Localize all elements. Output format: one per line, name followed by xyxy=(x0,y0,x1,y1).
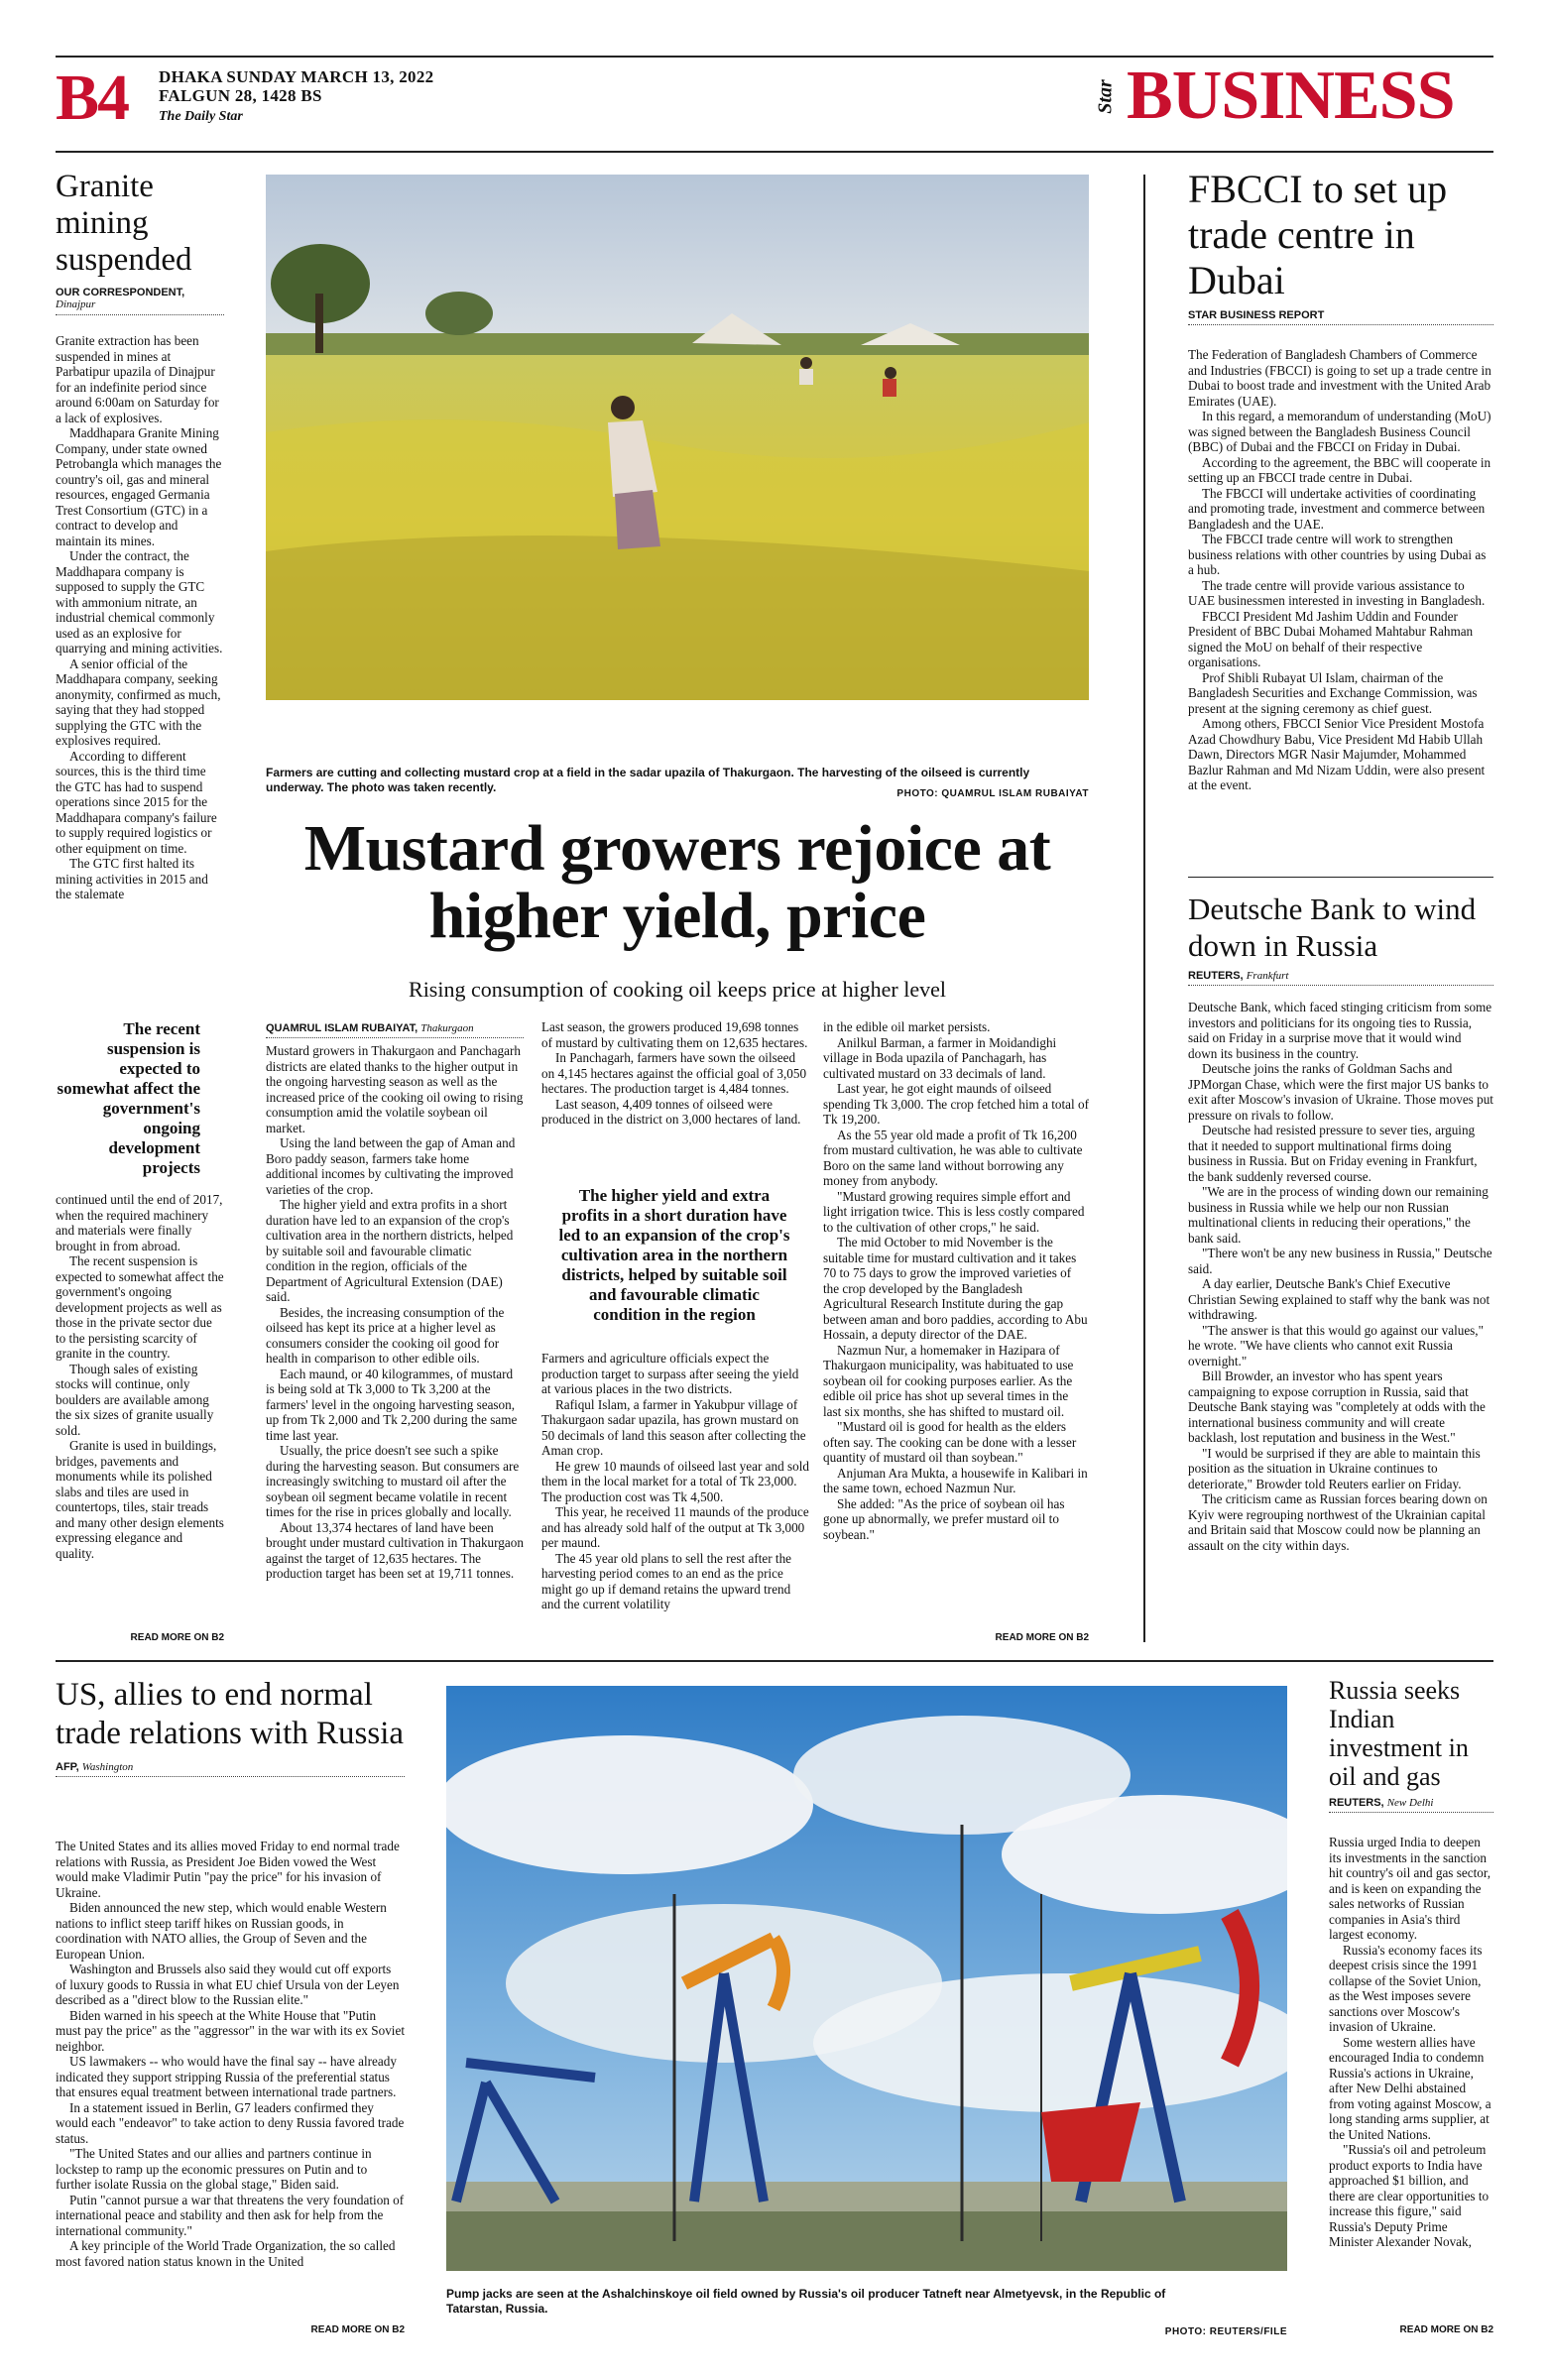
us-byline: AFP, Washington xyxy=(56,1761,134,1773)
paragraph: Though sales of existing stocks will continue, only boulders are available among the six sizes of granite usually sold. xyxy=(56,1361,214,1438)
paragraph: In this regard, a memorandum of understanding (MoU) was signed between the Bangladesh Business Council (BBC) of Dubai and the FBCCI on Friday in Dubai. xyxy=(1188,409,1491,454)
granite-article xyxy=(56,169,224,315)
page-number: B4 xyxy=(56,61,129,134)
paragraph: Anjuman Ara Mukta, a housewife in Kalibari in the same town, echoed Nazmun Nur. xyxy=(823,1465,1088,1495)
mustard-pull-quote: The higher yield and extra profits in a short duration have led to an expansion of the crop's cultivation area in the northern districts, helped by suitable soil and favourable climatic condition in the region xyxy=(558,1186,790,1324)
mustard-col-2a xyxy=(541,1019,809,1176)
paragraph: A day earlier, Deutsche Bank's Chief Executive Christian Sewing explained to staff why the bank was not withdrawing. xyxy=(1188,1276,1490,1322)
paragraph: Each maund, or 40 kilogrammes, of mustard is being sold at Tk 3,000 to Tk 3,200 at the farmers' level in the ongoing harvesting season, up from Tk 2,000 and Tk 2,200 during the same time last year. xyxy=(266,1366,518,1443)
mustard-col-3 xyxy=(823,1019,1089,1632)
section-title: BUSINESS xyxy=(1127,58,1455,134)
paragraph: Deutsche joins the ranks of Goldman Sachs and JPMorgan Chase, which were the first major US banks to exit after Moscow's invasion of Ukraine. Those moves put pressure on rivals to follow. xyxy=(1188,1061,1493,1123)
us-divider xyxy=(56,1776,405,1777)
paragraph: The FBCCI trade centre will work to strengthen business relations with other countries by using Dubai as a hub. xyxy=(1188,532,1487,577)
paragraph: The criticism came as Russian forces bearing down on Kyiv were regrouping northwest of the Ukrainian capital and Britain said that Moscow could now be planning an assault on the city within days. xyxy=(1188,1491,1488,1553)
paper-logo: The Daily Star xyxy=(159,109,243,124)
paragraph: Maddhapara Granite Mining Company, under state owned Petrobangla which manages the country's oil, gas and mineral resources, engaged Germania Trest Consortium (GTC) in a contract to develop and maintain its mines. xyxy=(56,425,222,548)
granite-divider xyxy=(56,314,224,315)
paragraph: According to different sources, this is the third time the GTC has had to suspend operations since 2015 for the Maddhapara company's failure to supply required logistics or other equipment on time. xyxy=(56,748,217,856)
paragraph: Rafiqul Islam, a farmer in Yakubpur village of Thakurgaon sadar upazila, has grown mustard on 50 decimals of land this season after collecting the Aman crop. xyxy=(541,1396,806,1458)
us-body xyxy=(56,1839,405,2320)
fbcci-separator xyxy=(1188,877,1493,878)
granite-body-bottom xyxy=(56,1192,224,1628)
masthead-rule xyxy=(56,151,1493,153)
paragraph: continued until the end of 2017, when the required machinery and materials were finally brought in from abroad. xyxy=(56,1192,223,1253)
mustard-col-2b xyxy=(541,1351,809,1636)
paragraph: Bill Browder, an investor who has spent years campaigning to expose corruption in Russia, said that Deutsche Bank staying was "completely at odds with the international business community and will create backlash, lost reputation and business in the West." xyxy=(1188,1368,1486,1445)
paragraph: Washington and Brussels also said they would cut off exports of luxury goods to Russia in what EU chief Ursula von der Leyen described as a "direct blow to the Russian elite." xyxy=(56,1962,400,2007)
paragraph: Russia's economy faces its deepest crisis since the 1991 collapse of the Soviet Union, as the West imposes severe sanctions over Moscow's invasion of Ukraine. xyxy=(1329,1942,1483,2034)
paragraph: US lawmakers -- who would have the final say -- have already indicated they support stripping Russia of the preferential status that ensures equal treatment between international trade partners. xyxy=(56,2054,397,2099)
paragraph: Using the land between the gap of Aman and Boro paddy season, farmers take home additional incomes by cultivating the improved varieties of the crop. xyxy=(266,1135,516,1197)
paragraph: According to the agreement, the BBC will cooperate in setting up an FBCCI trade centre in Dubai. xyxy=(1188,454,1491,485)
star-mark: Star xyxy=(1094,79,1117,114)
paragraph: Prof Shibli Rubayat Ul Islam, chairman of the Bangladesh Securities and Exchange Commission, was present at the signing ceremony as chief guest. xyxy=(1188,669,1478,716)
paragraph: The higher yield and extra profits in a short duration have led to an expansion of the crop's cultivation area in the northern districts, helped by suitable soil and favourable climatic condition in the region, officials of the Department of Agricultural Extension (DAE) said. xyxy=(266,1197,514,1304)
paragraph: A key principle of the World Trade Organization, the so called most favored nation status known in the United xyxy=(56,2238,396,2269)
us-read-more[interactable]: READ MORE ON B2 xyxy=(310,2324,405,2335)
fbcci-divider xyxy=(1188,324,1493,325)
paragraph: "The answer is that this would go against our values," he wrote. "We have clients who cannot exit Russia overnight." xyxy=(1188,1322,1484,1368)
mustard-headline: Mustard growers rejoice at higher yield, price xyxy=(303,812,1051,952)
paragraph: In Panchagarh, farmers have sown the oilseed on 4,145 hectares against the official goal of 3,050 hectares. The production target is 4,484 tonnes. xyxy=(541,1050,807,1096)
paragraph: "Mustard oil is good for health as the elders often say. The cooking can be done with a lesser quantity of mustard oil than soybean." xyxy=(823,1419,1077,1465)
mustard-col-1 xyxy=(266,1043,524,1638)
mustard-byline: QUAMRUL ISLAM RUBAIYAT, Thakurgaon xyxy=(266,1022,474,1034)
paragraph: The GTC first halted its mining activities in 2015 and the stalemate xyxy=(56,856,208,901)
paragraph: "There won't be any new business in Russia," Deutsche said. xyxy=(1188,1246,1492,1276)
paragraph: Among others, FBCCI Senior Vice President Mostofa Azad Chowdhury Babu, Vice President Md Habib Ullah Dawn, Directors MGR Nasir Majumder, Mohammed Bazlur Rahman and Md Nizam Uddin, were also present at the event. xyxy=(1188,716,1486,792)
deutsche-body xyxy=(1188,1000,1493,1640)
mustard-photo-caption: Farmers are cutting and collecting mustard crop at a field in the sadar upazila of Thakurgaon. The harvesting of the oilseed is currently underway. The photo was taken recently. xyxy=(266,766,1030,794)
paragraph: Usually, the price doesn't see such a spike during the harvesting season. But consumers are increasingly switching to mustard oil after the soybean oil segment became volatile in recent times for the rise in prices globally and locally. xyxy=(266,1443,520,1519)
paragraph: Mustard growers in Thakurgaon and Panchagarh districts are elated thanks to the higher output in the ongoing harvesting season as well as the increased price of the cooking oil owing to rising consumption amid the volatile soybean oil market. xyxy=(266,1043,524,1135)
deutsche-headline: Deutsche Bank to wind down in Russia xyxy=(1188,892,1477,963)
paragraph: Deutsche had resisted pressure to sever ties, arguing that it needed to support multinational firms doing business in Russia. But on Friday evening in Frankfurt, the bank suddenly reversed course. xyxy=(1188,1123,1478,1184)
fbcci-article xyxy=(1188,167,1493,325)
india-divider xyxy=(1329,1812,1493,1813)
paragraph: As the 55 year old made a profit of Tk 16,200 from mustard cultivation, he was able to cultivate Boro on the same land without borrowing any money from anybody. xyxy=(823,1127,1083,1188)
paragraph: Under the contract, the Maddhapara company is supposed to supply the GTC with ammonium nitrate, an industrial chemical commonly used as an explosive for quarrying and mining activities. xyxy=(56,548,223,655)
fbcci-body xyxy=(1188,347,1493,863)
paragraph: Anilkul Barman, a farmer in Moidandighi village in Boda upazila of Panchagarh, has cultivated mustard on 33 decimals of land. xyxy=(823,1034,1057,1081)
deutsche-byline: REUTERS, Frankfurt xyxy=(1188,970,1289,982)
mustard-read-more[interactable]: READ MORE ON B2 xyxy=(995,1632,1089,1643)
paragraph: Last season, 4,409 tonnes of oilseed were produced in the district on 3,000 hectares of land. xyxy=(541,1096,801,1127)
paragraph: FBCCI President Md Jashim Uddin and Founder President of BBC Dubai Mohamed Mahtabur Rahman signed the MoU on behalf of their respective organisations. xyxy=(1188,608,1474,669)
paragraph: Besides, the increasing consumption of the oilseed has kept its price at a higher level as consumers consider the cooking oil good for health in comparison to other edible oils. xyxy=(266,1304,505,1366)
paragraph: Granite is used in buildings, bridges, pavements and monuments while its polished slabs and tiles are used in countertops, tiles, stair treads and many other design elements expressing elegance and quality. xyxy=(56,1438,224,1561)
paragraph: He grew 10 maunds of oilseed last year and sold them in the local market for a total of Tk 23,000. The production cost was Tk 4,500. xyxy=(541,1458,809,1504)
granite-headline: Granite mining suspended xyxy=(56,169,192,278)
paragraph: Farmers and agriculture officials expect the production target to surpass after seeing the yield at various places in the two districts. xyxy=(541,1351,799,1396)
paragraph: The recent suspension is expected to somewhat affect the government's ongoing development projects as well as those in the private sector due to the persisting scarcity of granite in the country. xyxy=(56,1253,224,1361)
mustard-subhead: Rising consumption of cooking oil keeps price at higher level xyxy=(409,977,946,1002)
paragraph: Biden announced the new step, which would enable Western nations to inflict steep tariff hikes on Russian goods, in coordination with NATO allies, the Group of Seven and the European Union. xyxy=(56,1900,387,1962)
deutsche-divider xyxy=(1188,985,1493,986)
us-article xyxy=(56,1676,405,1777)
deutsche-article xyxy=(1188,891,1493,986)
paragraph: Russia urged India to deepen its investments in the sanction hit country's oil and gas sector, and is keen on expanding the sales networks of Russian companies in Asia's third largest economy. xyxy=(1329,1835,1490,1942)
india-article xyxy=(1329,1676,1493,1813)
paragraph: The 45 year old plans to sell the rest after the harvesting period comes to an end as the price might go up if demand retains the upward trend and the current volatility xyxy=(541,1550,792,1611)
paragraph: "The United States and our allies and partners continue in lockstep to ramp up the economic pressures on Putin and to further isolate Russia on the global stage," Biden said. xyxy=(56,2146,372,2192)
section-separator xyxy=(56,1660,1493,1662)
paragraph: In a statement issued in Berlin, G7 leaders confirmed they would each "endeavor" to take action to deny Russia favored trade status. xyxy=(56,2099,405,2146)
pumpjack-credit: PHOTO: REUTERS/FILE xyxy=(1164,2326,1287,2337)
paragraph: "We are in the process of winding down our remaining business in Russia while we help our non Russian multinational clients in reducing their operations," the bank said. xyxy=(1188,1184,1489,1246)
paragraph: Nazmun Nur, a homemaker in Hazipara of Thakurgaon municipality, was habituated to use soybean oil for cooking purposes earlier. As the edible oil price has shot up several times in the last six months, she has shifted to mustard oil. xyxy=(823,1342,1074,1419)
paragraph: "Russia's oil and petroleum product exports to India have approached $1 billion, and there are clear opportunities to increase this figure," said Russia's Deputy Prime Minister Alexander Novak, xyxy=(1329,2142,1490,2249)
granite-byline: OUR CORRESPONDENT, Dinajpur xyxy=(56,287,185,310)
granite-pull-quote: The recent suspension is expected to somewhat affect the government's ongoing development projects xyxy=(57,1019,200,1177)
fbcci-byline: STAR BUSINESS REPORT xyxy=(1188,309,1325,321)
mustard-field-image xyxy=(266,175,1089,700)
fbcci-headline: FBCCI to set up trade centre in Dubai xyxy=(1188,167,1448,302)
paragraph: This year, he received 11 maunds of the produce and has already sold half of the output at Tk 3,000 per maund. xyxy=(541,1504,809,1550)
right-column-rule xyxy=(1143,175,1145,1642)
paragraph: She added: "As the price of soybean oil has gone up abnormally, we prefer mustard oil to soybean." xyxy=(823,1495,1065,1542)
paragraph: Last year, he got eight maunds of oilseed spending Tk 3,000. The crop fetched him a total of Tk 19,200. xyxy=(823,1081,1089,1127)
paragraph: "I would be surprised if they are able to maintain this position as the situation in Ukraine continues to deteriorate," Browder told Reuters earlier on Friday. xyxy=(1188,1445,1481,1491)
paragraph: A senior official of the Maddhapara company, seeking anonymity, confirmed as much, saying that they had stopped supplying the GTC with the explosives required. xyxy=(56,655,221,748)
paragraph: The FBCCI will undertake activities of coordinating and promoting trade, investment and commerce between Bangladesh and the UAE. xyxy=(1188,485,1486,532)
india-headline: Russia seeks Indian investment in oil and gas xyxy=(1329,1676,1469,1791)
paragraph: The trade centre will provide various assistance to UAE businessmen interested in investing in Bangladesh. xyxy=(1188,577,1486,608)
granite-body-top xyxy=(56,333,224,1015)
paragraph: The United States and its allies moved Friday to end normal trade relations with Russia, as President Joe Biden vowed the West would make Vladimir Putin "pay the price" for his invasion of Ukraine. xyxy=(56,1839,400,1900)
paragraph: The mid October to mid November is the suitable time for mustard cultivation and it takes 70 to 75 days to grow the improved varieties of the crop developed by the Bangladesh Agricultural Research Institute during the gap between aman and boro paddies, according to Abu Hossain, a deputy director of the DAE. xyxy=(823,1235,1088,1342)
india-read-more[interactable]: READ MORE ON B2 xyxy=(1399,2324,1493,2335)
pumpjack-image xyxy=(446,1686,1287,2271)
india-byline: REUTERS, New Delhi xyxy=(1329,1797,1434,1809)
mustard-photo xyxy=(266,175,1089,700)
india-body xyxy=(1329,1835,1493,2320)
paragraph: Deutsche Bank, which faced stinging criticism from some investors and politicians for its ongoing ties to Russia, said on Friday in a surprise move that it would wind down its business in the country. xyxy=(1188,1000,1492,1061)
paragraph: Some western allies have encouraged India to condemn Russia's actions in Ukraine, after New Delhi abstained from voting against Moscow, a long standing arms supplier, at the United Nations. xyxy=(1329,2034,1491,2142)
pumpjack-photo xyxy=(446,1686,1287,2271)
granite-read-more[interactable]: READ MORE ON B2 xyxy=(130,1632,224,1643)
paragraph: Granite extraction has been suspended in mines at Parbatipur upazila of Dinajpur for an indefinite period since around 6:00am on Saturday for a lack of explosives. xyxy=(56,333,219,425)
paragraph: Biden warned in his speech at the White House that "Putin must pay the price" as the "aggressor" in the war with its ex Soviet neighbor. xyxy=(56,2007,405,2054)
mustard-divider xyxy=(266,1037,524,1038)
date-line: DHAKA SUNDAY MARCH 13, 2022 FALGUN 28, 1428 BS xyxy=(159,67,434,105)
us-headline: US, allies to end normal trade relations with Russia xyxy=(56,1677,405,1751)
paragraph: About 13,374 hectares of land have been brought under mustard cultivation in Thakurgaon against the target of 12,635 hectares. The production target has been set at 19,711 tonnes. xyxy=(266,1519,524,1581)
paragraph: "Mustard growing requires simple effort and light irrigation twice. This is less costly compared to the cultivation of other crops," he said. xyxy=(823,1188,1085,1235)
pumpjack-caption: Pump jacks are seen at the Ashalchinskoye oil field owned by Russia's oil producer Tatneft near Almetyevsk, in the Republic of Tatarstan, Russia. xyxy=(446,2287,1166,2316)
mustard-photo-credit: PHOTO: QUAMRUL ISLAM RUBAIYAT xyxy=(896,788,1089,799)
paragraph: Putin "cannot pursue a war that threatens the very foundation of international peace and stability and then ask for help from the international community." xyxy=(56,2192,405,2238)
paragraph: Last season, the growers produced 19,698 tonnes of mustard by cultivating them on 12,635 hectares. xyxy=(541,1019,808,1050)
paragraph: The Federation of Bangladesh Chambers of Commerce and Industries (FBCCI) is going to set up a trade centre in Dubai to boost trade and investment with the United Arab Emirates (UAE). xyxy=(1188,347,1491,409)
paragraph: in the edible oil market persists. xyxy=(823,1019,991,1034)
